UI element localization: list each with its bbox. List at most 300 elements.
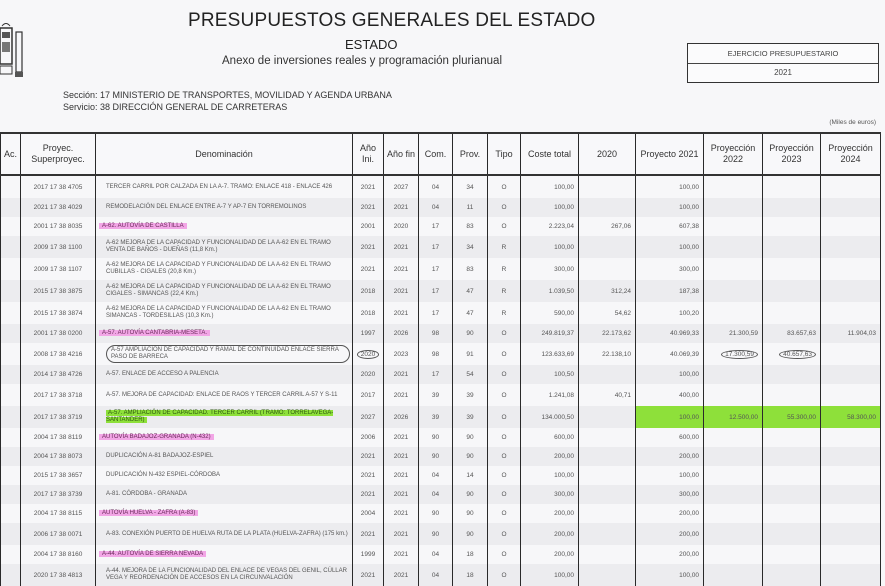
projection-2022 — [704, 428, 763, 447]
project-code-text: 2004 17 38 8119 — [33, 434, 83, 441]
community — [419, 365, 453, 384]
community-text: 17 — [431, 223, 440, 230]
projection-2023 — [763, 428, 821, 447]
type-text: O — [501, 472, 507, 479]
amount-2020 — [579, 175, 636, 198]
project-code-text: 2009 17 38 1107 — [33, 265, 83, 273]
type — [488, 258, 521, 280]
amount-2021-text: 100,00 — [679, 204, 699, 211]
amount-2021 — [636, 523, 704, 545]
table-row — [1, 302, 881, 324]
year-start-text: 2021 — [360, 265, 376, 273]
community-text: 90 — [431, 530, 440, 538]
province-text: 47 — [466, 309, 474, 317]
col-proyeccion-2023: Proyección 2023 — [763, 133, 821, 175]
amount-2021 — [636, 365, 704, 384]
col-proyec: Proyec. Superproyec. — [21, 133, 96, 175]
coat-of-arms-icon — [0, 22, 28, 90]
denomination — [96, 466, 353, 485]
type — [488, 384, 521, 406]
project-code-text: 2015 17 38 3657 — [33, 472, 83, 479]
ac-cell — [1, 236, 21, 258]
community — [419, 258, 453, 280]
project-code — [21, 428, 96, 447]
denomination — [96, 545, 353, 564]
projection-2022 — [704, 523, 763, 545]
project-code-text: 2001 17 38 0200 — [33, 330, 83, 337]
total-cost-text: 300,00 — [554, 491, 574, 498]
table-row — [1, 564, 881, 586]
section-line: Sección: 17 MINISTERIO DE TRANSPORTES, MOVILIDAD Y AGENDA URBANA — [63, 90, 392, 100]
ac-cell — [1, 217, 21, 236]
type-text: O — [501, 551, 507, 558]
ac-cell — [1, 258, 21, 280]
ac-cell — [1, 564, 21, 586]
ac-cell — [1, 198, 21, 217]
project-code — [21, 523, 96, 545]
total-cost-text: 1.241,08 — [548, 391, 574, 399]
total-cost-text: 100,00 — [554, 571, 574, 579]
community-text: 39 — [431, 391, 440, 399]
amount-2020-text: 267,06 — [611, 223, 631, 230]
type-text: O — [501, 391, 507, 399]
projection-2023 — [763, 545, 821, 564]
denomination-text: A-62 MEJORA DE LA CAPACIDAD Y FUNCIONALIDAD DE LA A-62 EN EL TRAMO CUBILLAS - CIGALES (20,8 Km.) — [106, 262, 331, 275]
document-subtitle: ESTADO — [345, 37, 398, 52]
type — [488, 236, 521, 258]
project-code — [21, 545, 96, 564]
amount-2021-text: 100,00 — [679, 183, 699, 191]
project-code-text: 2015 17 38 3875 — [33, 287, 83, 295]
total-cost — [521, 485, 579, 504]
table-row — [1, 545, 881, 564]
year-start — [353, 504, 384, 523]
community-text: 17 — [431, 287, 440, 295]
projection-2024-text: 58.300,00 — [847, 413, 876, 421]
type-text: O — [501, 571, 507, 579]
col-denominacion: Denominación — [96, 133, 353, 175]
year-end — [384, 504, 419, 523]
province-text: 47 — [466, 287, 474, 295]
denomination — [96, 428, 353, 447]
projection-2023 — [763, 365, 821, 384]
year-start-text: 2021 — [360, 472, 376, 479]
community — [419, 175, 453, 198]
denomination — [96, 280, 353, 302]
table-row — [1, 236, 881, 258]
year-end-text: 2021 — [393, 391, 409, 399]
total-cost — [521, 466, 579, 485]
project-code — [21, 324, 96, 343]
community — [419, 428, 453, 447]
year-start — [353, 428, 384, 447]
type — [488, 406, 521, 428]
type — [488, 302, 521, 324]
projection-2024 — [821, 428, 881, 447]
year-start — [353, 198, 384, 217]
year-start-text: 1997 — [360, 330, 376, 337]
province-text: 90 — [466, 330, 474, 337]
community-text: 04 — [431, 472, 440, 479]
table-row — [1, 428, 881, 447]
type — [488, 217, 521, 236]
year-start-text: 1999 — [360, 551, 376, 558]
community-text: 17 — [431, 309, 440, 317]
province-text: 83 — [466, 265, 474, 273]
total-cost — [521, 280, 579, 302]
amount-2020 — [579, 236, 636, 258]
total-cost-text: 200,00 — [554, 510, 574, 517]
amount-2021-text: 100,20 — [679, 309, 699, 317]
projection-2023 — [763, 343, 821, 365]
year-start-text: 2021 — [360, 204, 376, 211]
amount-2021 — [636, 324, 704, 343]
table-row — [1, 343, 881, 365]
project-code-text: 2020 17 38 4813 — [33, 571, 83, 579]
project-code — [21, 447, 96, 466]
project-code — [21, 198, 96, 217]
projection-2023 — [763, 198, 821, 217]
province-text: 90 — [466, 491, 474, 498]
table-row — [1, 447, 881, 466]
project-code-text: 2017 17 38 3718 — [33, 391, 83, 399]
projection-2023 — [763, 236, 821, 258]
total-cost — [521, 406, 579, 428]
denomination — [96, 236, 353, 258]
province — [453, 485, 488, 504]
project-code-text: 2017 17 38 4705 — [33, 183, 83, 191]
province-text: 83 — [466, 223, 474, 230]
amount-2020 — [579, 447, 636, 466]
year-start-text: 2018 — [360, 309, 376, 317]
denomination — [96, 447, 353, 466]
denomination-text: REMODELACIÓN DEL ENLACE ENTRE A-7 Y AP-7 EN TORREMOLINOS — [106, 204, 307, 210]
type-text: R — [501, 265, 507, 273]
projection-2023 — [763, 324, 821, 343]
annex-title: Anexo de inversiones reales y programación plurianual — [222, 55, 502, 67]
amount-2020 — [579, 504, 636, 523]
amount-2021 — [636, 504, 704, 523]
type — [488, 485, 521, 504]
projection-2024 — [821, 523, 881, 545]
amount-2020-text: 312,24 — [611, 287, 631, 295]
col-prov: Prov. — [453, 133, 488, 175]
amount-2020-text: 22.138,10 — [602, 350, 631, 358]
type — [488, 365, 521, 384]
type — [488, 343, 521, 365]
project-code — [21, 564, 96, 586]
projection-2024 — [821, 485, 881, 504]
year-start-text: 2021 — [360, 491, 376, 498]
denomination-text: DUPLICACIÓN N-432 ESPIEL-CÓRDOBA — [106, 472, 221, 478]
type — [488, 466, 521, 485]
year-start — [353, 384, 384, 406]
total-cost — [521, 365, 579, 384]
projection-2022 — [704, 236, 763, 258]
year-end-text: 2021 — [393, 371, 409, 378]
ac-cell — [1, 545, 21, 564]
total-cost-text: 100,00 — [554, 243, 574, 251]
project-code-text: 2008 17 38 4216 — [33, 350, 83, 358]
denomination — [96, 302, 353, 324]
amount-2021 — [636, 447, 704, 466]
year-start — [353, 236, 384, 258]
type — [488, 280, 521, 302]
amount-2021-text: 200,00 — [679, 453, 699, 460]
year-start — [353, 175, 384, 198]
community-text: 90 — [431, 510, 440, 517]
project-code — [21, 365, 96, 384]
amount-2020-text: 22.173,62 — [602, 330, 631, 337]
year-start — [353, 447, 384, 466]
total-cost-text: 200,00 — [554, 530, 574, 538]
amount-2020 — [579, 545, 636, 564]
type-text: O — [501, 183, 507, 191]
amount-2021 — [636, 485, 704, 504]
community-text: 04 — [431, 571, 440, 579]
province — [453, 504, 488, 523]
community — [419, 236, 453, 258]
service-line: Servicio: 38 DIRECCIÓN GENERAL DE CARRETERAS — [63, 102, 288, 112]
amount-2020 — [579, 258, 636, 280]
year-end — [384, 258, 419, 280]
denomination-text: A-83. CONEXIÓN PUERTO DE HUELVA RUTA DE LA PLATA (HUELVA-ZAFRA) (175 km.) — [106, 530, 348, 537]
total-cost — [521, 217, 579, 236]
community — [419, 523, 453, 545]
year-end — [384, 485, 419, 504]
province — [453, 280, 488, 302]
denomination — [96, 198, 353, 217]
denomination-text: A-62 MEJORA DE LA CAPACIDAD Y FUNCIONALIDAD DE LA A-62 EN EL TRAMO SIMANCAS - TORDESILLAS (10,3 Km.) — [106, 306, 331, 319]
type — [488, 447, 521, 466]
year-end — [384, 365, 419, 384]
province — [453, 545, 488, 564]
total-cost — [521, 198, 579, 217]
community — [419, 545, 453, 564]
amount-2021 — [636, 236, 704, 258]
year-end — [384, 523, 419, 545]
table-row — [1, 466, 881, 485]
type — [488, 545, 521, 564]
province-text: 18 — [466, 551, 474, 558]
projection-2024 — [821, 175, 881, 198]
province — [453, 236, 488, 258]
project-code-text: 2004 17 38 8115 — [33, 510, 83, 517]
year-end-text: 2021 — [393, 551, 409, 558]
total-cost — [521, 428, 579, 447]
project-code-text: 2004 17 38 8073 — [33, 453, 83, 460]
total-cost-text: 590,00 — [554, 309, 574, 317]
exercise-box — [687, 43, 879, 83]
type-text: O — [501, 223, 507, 230]
community — [419, 466, 453, 485]
projection-2022 — [704, 406, 763, 428]
year-end-text: 2021 — [393, 530, 409, 538]
total-cost — [521, 324, 579, 343]
amount-2021-text: 400,00 — [679, 391, 699, 399]
denomination — [96, 217, 353, 236]
community-text: 17 — [431, 265, 440, 273]
amount-2021 — [636, 302, 704, 324]
projection-2023-text: 55.300,00 — [787, 413, 816, 421]
year-end-text: 2021 — [393, 204, 409, 211]
investment-table — [0, 132, 881, 586]
year-start-text: 2020 — [360, 371, 376, 378]
year-start-text: 2018 — [360, 287, 376, 295]
community-text: 04 — [431, 551, 440, 558]
denomination-text: A-57. AUTOVÍA CANTABRIA-MESETA. — [99, 330, 210, 336]
province-text: 90 — [466, 453, 474, 460]
year-start-text: 2027 — [360, 413, 376, 421]
province — [453, 447, 488, 466]
type-text: R — [501, 287, 507, 295]
type-text: O — [501, 491, 507, 498]
ac-cell — [1, 343, 21, 365]
community-text: 17 — [431, 371, 440, 378]
project-code-text: 2004 17 38 8160 — [33, 551, 83, 558]
ac-cell — [1, 175, 21, 198]
table-row — [1, 280, 881, 302]
total-cost — [521, 564, 579, 586]
exercise-year: 2021 — [774, 68, 792, 77]
community-text: 04 — [431, 491, 440, 498]
community — [419, 447, 453, 466]
amount-2020 — [579, 466, 636, 485]
projection-2024 — [821, 466, 881, 485]
type-text: O — [501, 434, 507, 441]
amount-2021-text: 300,00 — [679, 265, 699, 273]
denomination-text: A-57. MEJORA DE CAPACIDAD: ENLACE DE RAOS Y TERCER CARRIL A-57 Y S-11 — [106, 391, 338, 398]
year-start — [353, 280, 384, 302]
amount-2020 — [579, 280, 636, 302]
projection-2024 — [821, 302, 881, 324]
total-cost-text: 1.039,50 — [548, 287, 574, 295]
denomination-text: DUPLICACIÓN A-81 BADAJOZ-ESPIEL — [106, 453, 214, 459]
col-tipo: Tipo — [488, 133, 521, 175]
type-text: O — [501, 330, 507, 337]
denomination — [96, 564, 353, 586]
table-row — [1, 365, 881, 384]
denomination-text: A-57. AMPLIACIÓN DE CAPACIDAD. TERCER CARRIL (TRAMO: TORRELAVEGA-SANTANDER) — [106, 410, 334, 423]
year-end-text: 2027 — [393, 183, 409, 191]
amount-2020 — [579, 406, 636, 428]
total-cost-text: 100,00 — [554, 183, 574, 191]
denomination-text: A-57. ENLACE DE ACCESO A PALENCIA — [106, 371, 219, 377]
projection-2022 — [704, 485, 763, 504]
year-start — [353, 523, 384, 545]
projection-2024 — [821, 447, 881, 466]
amount-2021-text: 40.969,33 — [670, 330, 699, 337]
year-start-text: 2020 — [357, 350, 379, 359]
province-text: 11 — [466, 204, 474, 211]
project-code-text: 2014 17 38 4726 — [33, 371, 83, 378]
denomination-text: A-44. AUTOVÍA DE SIERRA NEVADA — [99, 551, 206, 557]
projection-2023 — [763, 302, 821, 324]
denomination — [96, 504, 353, 523]
year-start-text: 2021 — [360, 183, 376, 191]
projection-2022-text: 17.300,59 — [721, 350, 758, 359]
total-cost — [521, 504, 579, 523]
projection-2022 — [704, 217, 763, 236]
province — [453, 258, 488, 280]
community — [419, 198, 453, 217]
projection-2022 — [704, 198, 763, 217]
project-code-text: 2001 17 38 8035 — [33, 223, 83, 230]
amount-2021-text: 200,00 — [679, 510, 699, 517]
ac-cell — [1, 504, 21, 523]
total-cost-text: 123.633,69 — [541, 350, 574, 358]
year-end — [384, 175, 419, 198]
amount-2020 — [579, 564, 636, 586]
year-end — [384, 428, 419, 447]
projection-2023-text: 40.657,63 — [779, 350, 816, 359]
amount-2021-text: 100,00 — [679, 472, 699, 479]
year-end — [384, 324, 419, 343]
total-cost-text: 200,00 — [554, 551, 574, 558]
table-row — [1, 384, 881, 406]
year-start — [353, 564, 384, 586]
type-text: O — [501, 453, 507, 460]
type — [488, 324, 521, 343]
projection-2023 — [763, 280, 821, 302]
projection-2024 — [821, 406, 881, 428]
type-text: O — [501, 530, 507, 538]
projection-2022 — [704, 324, 763, 343]
total-cost — [521, 175, 579, 198]
amount-2020 — [579, 523, 636, 545]
total-cost-text: 300,00 — [554, 265, 574, 273]
projection-2024 — [821, 258, 881, 280]
projection-2023 — [763, 447, 821, 466]
type — [488, 564, 521, 586]
community — [419, 564, 453, 586]
amount-2020-text: 54,62 — [614, 309, 631, 317]
province — [453, 324, 488, 343]
year-start — [353, 217, 384, 236]
year-end — [384, 564, 419, 586]
community — [419, 485, 453, 504]
province-text: 34 — [466, 183, 474, 191]
amount-2021 — [636, 343, 704, 365]
province-text: 90 — [466, 530, 474, 538]
exercise-label: EJERCICIO PRESUPUESTARIO — [688, 44, 878, 64]
table-row — [1, 198, 881, 217]
projection-2023 — [763, 485, 821, 504]
projection-2024 — [821, 564, 881, 586]
projection-2024-text: 11.904,03 — [847, 330, 876, 337]
projection-2024 — [821, 343, 881, 365]
community — [419, 343, 453, 365]
year-end — [384, 302, 419, 324]
amount-2020 — [579, 302, 636, 324]
year-start — [353, 258, 384, 280]
projection-2024 — [821, 198, 881, 217]
projection-2022-text: 12.500,00 — [729, 413, 758, 421]
amount-2021 — [636, 217, 704, 236]
type-text: O — [501, 371, 507, 378]
denomination-text: TERCER CARRIL POR CALZADA EN LA A-7. TRAMO: ENLACE 418 - ENLACE 426 — [106, 183, 333, 190]
year-end — [384, 545, 419, 564]
denomination-text: A-44. MEJORA DE LA FUNCIONALIDAD DEL ENLACE DE VEGAS DEL GENIL, CÚLLAR VEGA Y REORDENACIÓN DE ACCESOS EN LA CIRCUNVALACIÓN — [106, 568, 347, 581]
amount-2021-text: 100,00 — [679, 243, 699, 251]
projection-2022 — [704, 175, 763, 198]
province — [453, 466, 488, 485]
total-cost — [521, 302, 579, 324]
projection-2024 — [821, 280, 881, 302]
province-text: 90 — [466, 510, 474, 517]
amount-2021 — [636, 280, 704, 302]
project-code-text: 2021 17 38 4029 — [33, 204, 83, 211]
